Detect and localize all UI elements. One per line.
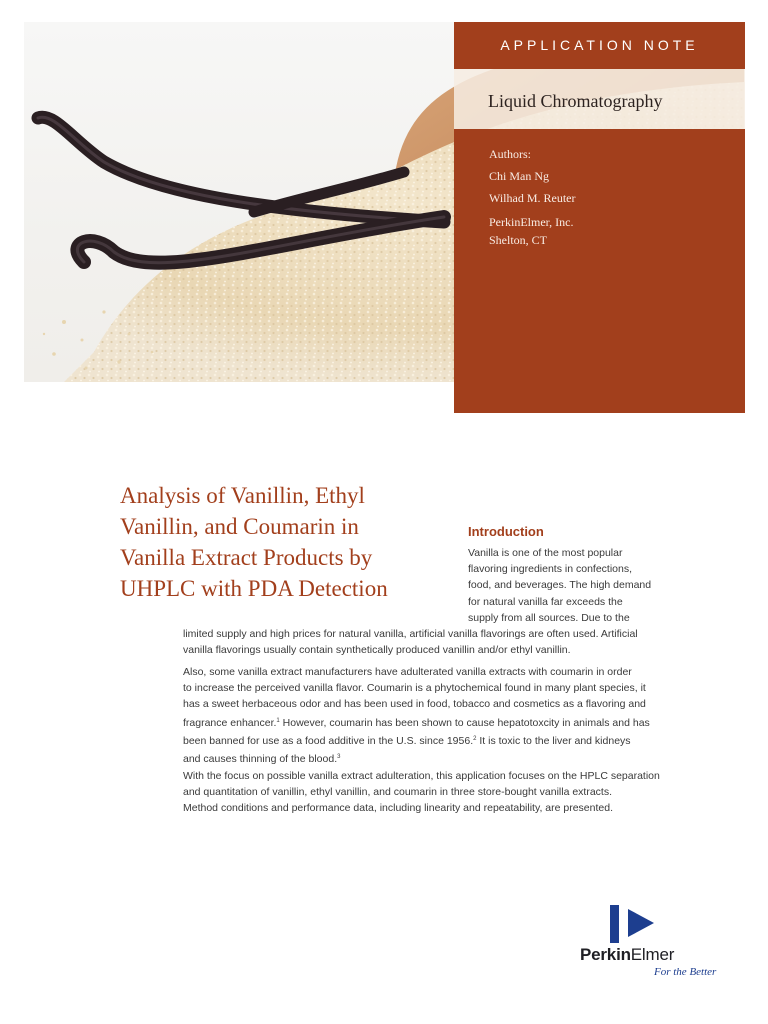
category-banner [454,69,745,129]
category-label: Liquid Chromatography [488,91,663,111]
text-segment: been banned for use as a food additive in the U.S. since 1956. [183,734,474,747]
text-segment: It is toxic to the liver and kidneys [476,734,631,747]
text-line: Vanilla is one of the most popular [468,547,623,559]
title-line: Vanilla Extract Products by [120,545,373,570]
doc-type-banner [454,22,745,69]
authors-panel [454,129,745,413]
text-line: to increase the perceived vanilla flavor. Coumarin is a phytochemical found in many plant species, it [183,682,646,695]
brand-light: Elmer [630,945,675,964]
intro-paragraph-1-start [468,545,668,626]
authors-block [489,143,576,249]
reference-superscript: 2 [473,735,477,742]
text-segment: and causes thinning of the blood. [183,753,338,766]
affiliation-company: PerkinElmer, Inc. [489,215,574,229]
doc-type-label: APPLICATION NOTE [500,37,699,53]
brand-wordmark [580,945,674,965]
title-line: Analysis of Vanillin, Ethyl [120,483,365,508]
title-line: UHPLC with PDA Detection [120,576,388,601]
intro-paragraph-1-end [183,626,661,658]
author-name: Chi Man Ng [489,169,549,183]
text-line [183,713,661,731]
text-line: supply from all sources. Due to the [468,611,630,624]
text-line: for natural vanilla far exceeds the [468,595,623,608]
text-line: and quantitation of vanillin, ethyl vanillin, and coumarin in three store-bought vanilla extracts. [183,786,612,799]
text-segment: However, coumarin has been shown to cause hepatotoxcity in animals and has [279,716,650,729]
intro-paragraph-3 [183,768,661,817]
text-line: has a sweet herbaceous odor and has been used in food, tobacco and cosmetics as a flavoring and [183,698,646,711]
text-line: Also, some vanilla extract manufacturers have adulterated vanilla extracts with coumarin in order [183,666,632,678]
text-line: limited supply and high prices for natural vanilla, artificial vanilla flavorings are often used. Artificial [183,628,638,640]
text-line: food, and beverages. The high demand [468,579,652,592]
affiliation-location: Shelton, CT [489,233,548,247]
document-title [120,480,450,604]
perkinelmer-logo-icon [606,903,666,947]
text-line [183,731,661,749]
intro-paragraph-2 [183,664,661,767]
brand-bold: Perkin [580,945,631,964]
text-line: With the focus on possible vanilla extract adulteration, this application focuses on the HPLC separation [183,770,660,782]
text-line: flavoring ingredients in confections, [468,563,633,576]
reference-superscript: 3 [337,754,341,761]
reference-superscript: 1 [276,717,280,724]
text-line: Method conditions and performance data, including linearity and repeatability, are presented. [183,802,613,815]
text-segment: fragrance enhancer. [183,716,277,729]
title-line: Vanillin, and Coumarin in [120,514,359,539]
author-name: Wilhad M. Reuter [489,191,576,205]
brand-tagline: For the Better [654,966,717,978]
text-line: vanilla flavorings usually contain synthetically produced vanillin and/or ethyl vanillin. [183,644,571,657]
authors-label: Authors: [489,147,531,161]
introduction-heading: Introduction [468,524,544,539]
text-line [183,749,661,767]
